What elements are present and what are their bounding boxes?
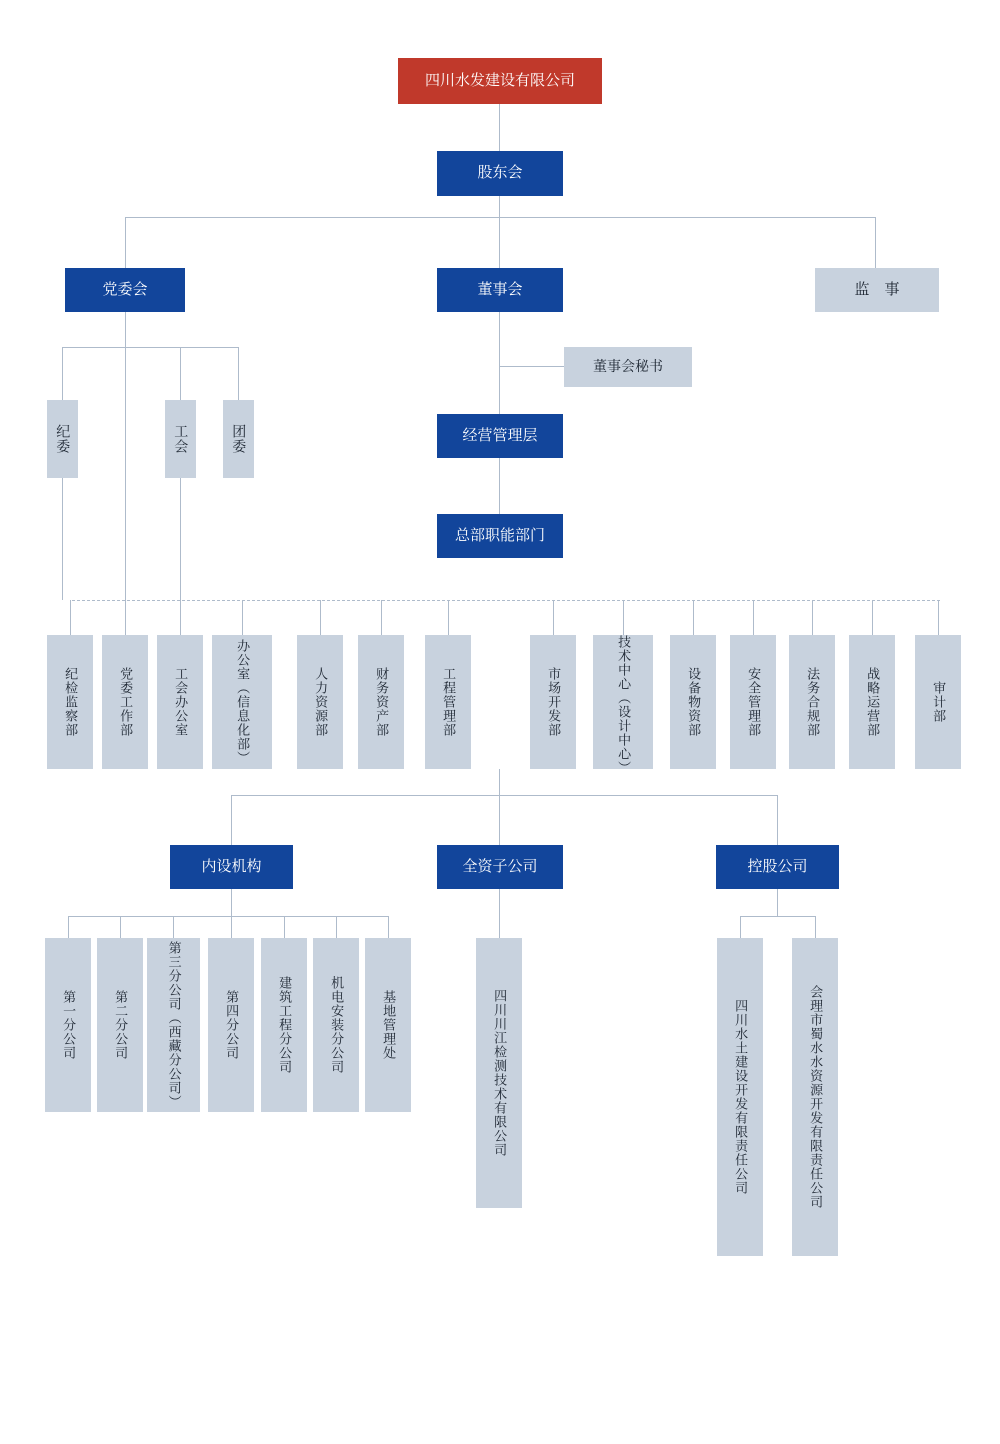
drop-dept-7 [448, 600, 449, 635]
node-wholly-owned-label: 全资子公司 [462, 857, 538, 875]
node-branch-7-label: 基地管理处 [381, 990, 397, 1060]
node-department-11[interactable] [730, 635, 776, 769]
node-department-3[interactable] [157, 635, 203, 769]
drop-dept-4 [242, 600, 243, 635]
node-wholly-subsidiary-1-label: 四川川江检测技术有限公司 [492, 989, 508, 1157]
node-department-13[interactable] [849, 635, 895, 769]
node-discipline[interactable] [47, 400, 78, 478]
node-holding[interactable] [716, 845, 839, 889]
connector-internal-bus [68, 916, 388, 917]
node-shareholders[interactable] [437, 151, 563, 196]
node-branch-5[interactable] [261, 938, 307, 1112]
node-branch-1[interactable] [45, 938, 91, 1112]
connector-board-management [499, 366, 500, 414]
connector-bus-board [499, 217, 500, 268]
connector-management-hq [499, 458, 500, 514]
node-supervisor-label: 监 事 [854, 280, 900, 298]
connector-party-down [125, 312, 126, 347]
drop-dept-9 [623, 600, 624, 635]
node-department-9[interactable] [593, 635, 653, 775]
connector-discipline-down [62, 478, 63, 600]
drop-branch-1 [68, 916, 69, 938]
connector-party-center-down [125, 347, 126, 600]
connector-lvl3-bus [231, 795, 777, 796]
node-branch-1-label: 第一分公司 [61, 990, 77, 1060]
connector-level2-bus [125, 217, 875, 218]
node-discipline-label: 纪委 [55, 424, 72, 454]
node-department-7[interactable] [425, 635, 471, 769]
node-department-5[interactable] [297, 635, 343, 769]
drop-holding-1 [740, 916, 741, 938]
node-department-12-label: 法务合规部 [805, 667, 821, 737]
node-wholly-subsidiary-1[interactable] [476, 938, 522, 1208]
node-holding-label: 控股公司 [747, 857, 808, 875]
drop-dept-8 [553, 600, 554, 635]
node-branch-4-label: 第四分公司 [224, 990, 240, 1060]
node-branch-7[interactable] [365, 938, 411, 1112]
connector-bus-supervisor [875, 217, 876, 268]
node-union[interactable] [165, 400, 196, 478]
node-board-secretary[interactable] [564, 347, 692, 387]
connector-holding-bus [740, 916, 815, 917]
node-hq-departments-label: 总部职能部门 [454, 526, 545, 544]
connector-bus-wholly [499, 795, 500, 845]
node-department-6[interactable] [358, 635, 404, 769]
node-hq-departments[interactable] [437, 514, 563, 558]
node-shareholders-label: 股东会 [477, 164, 523, 182]
node-union-label: 工会 [173, 424, 190, 454]
node-management-label: 经营管理层 [462, 426, 538, 444]
drop-dept-11 [753, 600, 754, 635]
connector-bus-holding [777, 795, 778, 845]
connector-root-shareholders [499, 104, 500, 151]
node-department-9-label: 技术中心（设计中心） [616, 635, 632, 775]
node-department-1-label: 纪检监察部 [63, 667, 79, 737]
drop-dept-10 [693, 600, 694, 635]
node-department-10-label: 设备物资部 [686, 667, 702, 737]
node-department-7-label: 工程管理部 [441, 667, 457, 737]
drop-dept-3 [180, 600, 181, 635]
node-department-6-label: 财务资产部 [374, 667, 390, 737]
connector-holding-down [777, 889, 778, 916]
node-board-label: 董事会 [477, 280, 523, 298]
node-wholly-owned[interactable] [437, 845, 563, 889]
connector-party-discipline [62, 347, 63, 400]
node-department-14[interactable] [915, 635, 961, 769]
node-party-committee[interactable] [65, 268, 185, 312]
drop-branch-3 [173, 916, 174, 938]
node-department-12[interactable] [789, 635, 835, 769]
drop-dept-1 [70, 600, 71, 635]
node-department-14-label: 审计部 [931, 681, 947, 723]
node-branch-3[interactable] [147, 938, 200, 1112]
node-board-secretary-label: 董事会秘书 [593, 358, 663, 375]
node-department-13-label: 战略运营部 [865, 667, 881, 737]
node-holding-subsidiary-1[interactable] [717, 938, 763, 1256]
connector-board-down-1 [499, 312, 500, 366]
node-holding-subsidiary-2-label: 会理市蜀水水资源开发有限责任公司 [808, 985, 824, 1209]
node-youth-label: 团委 [231, 424, 248, 454]
drop-branch-6 [336, 916, 337, 938]
drop-holding-2 [815, 916, 816, 938]
node-department-8-label: 市场开发部 [546, 667, 562, 737]
connector-wholly-child [499, 889, 500, 938]
node-department-4[interactable] [212, 635, 272, 769]
drop-branch-5 [284, 916, 285, 938]
connector-shareholders-down [499, 196, 500, 217]
node-management[interactable] [437, 414, 563, 458]
node-branch-6-label: 机电安装分公司 [329, 976, 345, 1074]
connector-hq-down-lvl3 [499, 769, 500, 795]
connector-internal-down [231, 889, 232, 916]
node-branch-5-label: 建筑工程分公司 [277, 976, 293, 1074]
node-internal-org-label: 内设机构 [201, 857, 262, 875]
node-department-1[interactable] [47, 635, 93, 769]
node-board[interactable] [437, 268, 563, 312]
node-department-3-label: 工会办公室 [173, 667, 189, 737]
drop-dept-2 [125, 600, 126, 635]
node-youth[interactable] [223, 400, 254, 478]
drop-branch-7 [388, 916, 389, 938]
node-department-10[interactable] [670, 635, 716, 769]
connector-party-union [180, 347, 181, 400]
node-department-2-label: 党委工作部 [118, 667, 134, 737]
node-department-8[interactable] [530, 635, 576, 769]
node-branch-6[interactable] [313, 938, 359, 1112]
connector-union-down [180, 478, 181, 600]
node-branch-2-label: 第二分公司 [113, 990, 129, 1060]
connector-party-bus [62, 347, 238, 348]
node-department-4-label: 办公室（信息化部） [235, 639, 251, 765]
connector-bus-internal [231, 795, 232, 845]
node-branch-4[interactable] [208, 938, 254, 1112]
department-bus-dashed [72, 600, 940, 601]
node-supervisor[interactable] [815, 268, 939, 312]
node-department-5-label: 人力资源部 [313, 667, 329, 737]
node-party-committee-label: 党委会 [102, 280, 148, 298]
node-department-11-label: 安全管理部 [746, 667, 762, 737]
node-branch-2[interactable] [97, 938, 143, 1112]
node-root[interactable] [398, 58, 602, 104]
node-internal-org[interactable] [170, 845, 293, 889]
connector-party-youth [238, 347, 239, 400]
drop-dept-6 [381, 600, 382, 635]
drop-dept-13 [872, 600, 873, 635]
connector-bus-party [125, 217, 126, 268]
drop-dept-14 [938, 600, 939, 635]
node-holding-subsidiary-2[interactable] [792, 938, 838, 1256]
node-holding-subsidiary-1-label: 四川水土建设开发有限责任公司 [733, 999, 749, 1195]
drop-dept-12 [812, 600, 813, 635]
node-branch-3-label: 第三分公司（西藏分公司） [166, 941, 182, 1109]
drop-dept-5 [320, 600, 321, 635]
node-root-label: 四川水发建设有限公司 [424, 71, 575, 89]
drop-branch-4 [231, 916, 232, 938]
drop-branch-2 [120, 916, 121, 938]
connector-board-secretary [499, 366, 564, 367]
node-department-2[interactable] [102, 635, 148, 769]
